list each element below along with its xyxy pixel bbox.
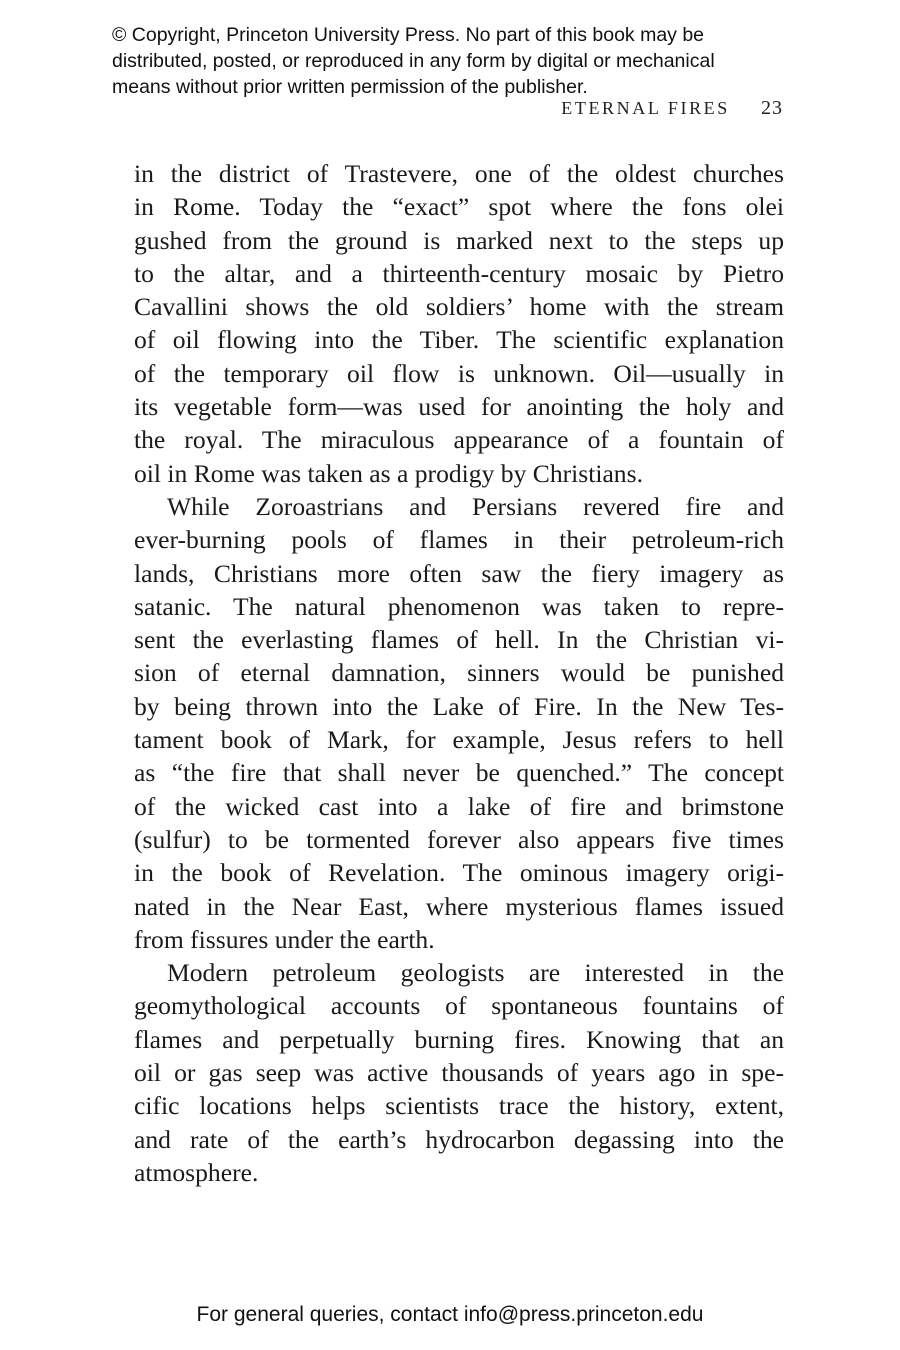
copyright-line: distributed, posted, or reproduced in any form by digital or mechanical [112, 50, 715, 72]
body-text [134, 157, 784, 1189]
text-line: atmosphere. [134, 1157, 259, 1187]
text-line: from fissures under the earth. [134, 924, 435, 954]
text-line: oil in Rome was taken as a prodigy by Christians. [134, 458, 643, 488]
text-line: lands, Christians more often saw the fiery imagery as [134, 558, 784, 588]
text-line: to the altar, and a thirteenth-century mosaic by Pietro [134, 258, 784, 288]
text-line: While Zoroastrians and Persians revered fire and [167, 491, 784, 521]
text-line: geomythological accounts of spontaneous fountains of [134, 991, 784, 1021]
footer-text: For general queries, contact info@press.princeton.edu [196, 1303, 704, 1326]
text-line: nated in the Near East, where mysterious flames issued [134, 891, 784, 921]
text-line: in the district of Trastevere, one of the oldest churches [134, 159, 784, 188]
text-line: satanic. The natural phenomenon was taken to repre- [134, 591, 784, 621]
text-line: its vegetable form—was used for anointing the holy and [134, 392, 784, 422]
text-line: tament book of Mark, for example, Jesus refers to hell [134, 725, 784, 755]
text-line: by being thrown into the Lake of Fire. In the New Tes- [134, 691, 784, 721]
text-line: Modern petroleum geologists are interested in the [167, 958, 784, 988]
text-line: (sulfur) to be tormented forever also appears five times [134, 824, 784, 854]
text-line: sion of eternal damnation, sinners would be punished [134, 658, 784, 688]
text-line: of the temporary oil flow is unknown. Oil—usually in [134, 358, 784, 388]
running-head [561, 97, 783, 120]
paragraph-2 [134, 490, 784, 956]
copyright-line: means without prior written permission of the publisher. [112, 76, 588, 98]
text-line: in Rome. Today the “exact” spot where the fons olei [134, 192, 784, 222]
copyright-notice [112, 22, 802, 100]
text-line: oil or gas seep was active thousands of years ago in spe- [134, 1058, 784, 1088]
text-line: Cavallini shows the old soldiers’ home with the stream [134, 292, 784, 322]
text-line: ever-burning pools of flames in their petroleum-rich [134, 525, 784, 555]
footer-contact [0, 1303, 900, 1327]
text-line: in the book of Revelation. The ominous imagery origi- [134, 858, 784, 888]
paragraph-3 [134, 956, 784, 1189]
text-line: cific locations helps scientists trace the history, extent, [134, 1091, 784, 1121]
text-line: flames and perpetually burning fires. Knowing that an [134, 1024, 784, 1054]
running-head-title: ETERNAL FIRES [561, 98, 730, 118]
text-line: gushed from the ground is marked next to the steps up [134, 225, 784, 255]
text-line: and rate of the earth’s hydrocarbon degassing into the [134, 1124, 784, 1154]
text-line: as “the fire that shall never be quenched.” The concept [134, 758, 784, 788]
text-line: of the wicked cast into a lake of fire and brimstone [134, 791, 784, 821]
page-number: 23 [761, 97, 783, 119]
copyright-line: © Copyright, Princeton University Press. No part of this book may be [112, 24, 705, 46]
paragraph-1 [134, 157, 784, 490]
text-line: the royal. The miraculous appearance of a fountain of [134, 425, 784, 455]
text-line: of oil flowing into the Tiber. The scientific explanation [134, 325, 784, 355]
text-line: sent the everlasting flames of hell. In the Christian vi- [134, 625, 784, 655]
